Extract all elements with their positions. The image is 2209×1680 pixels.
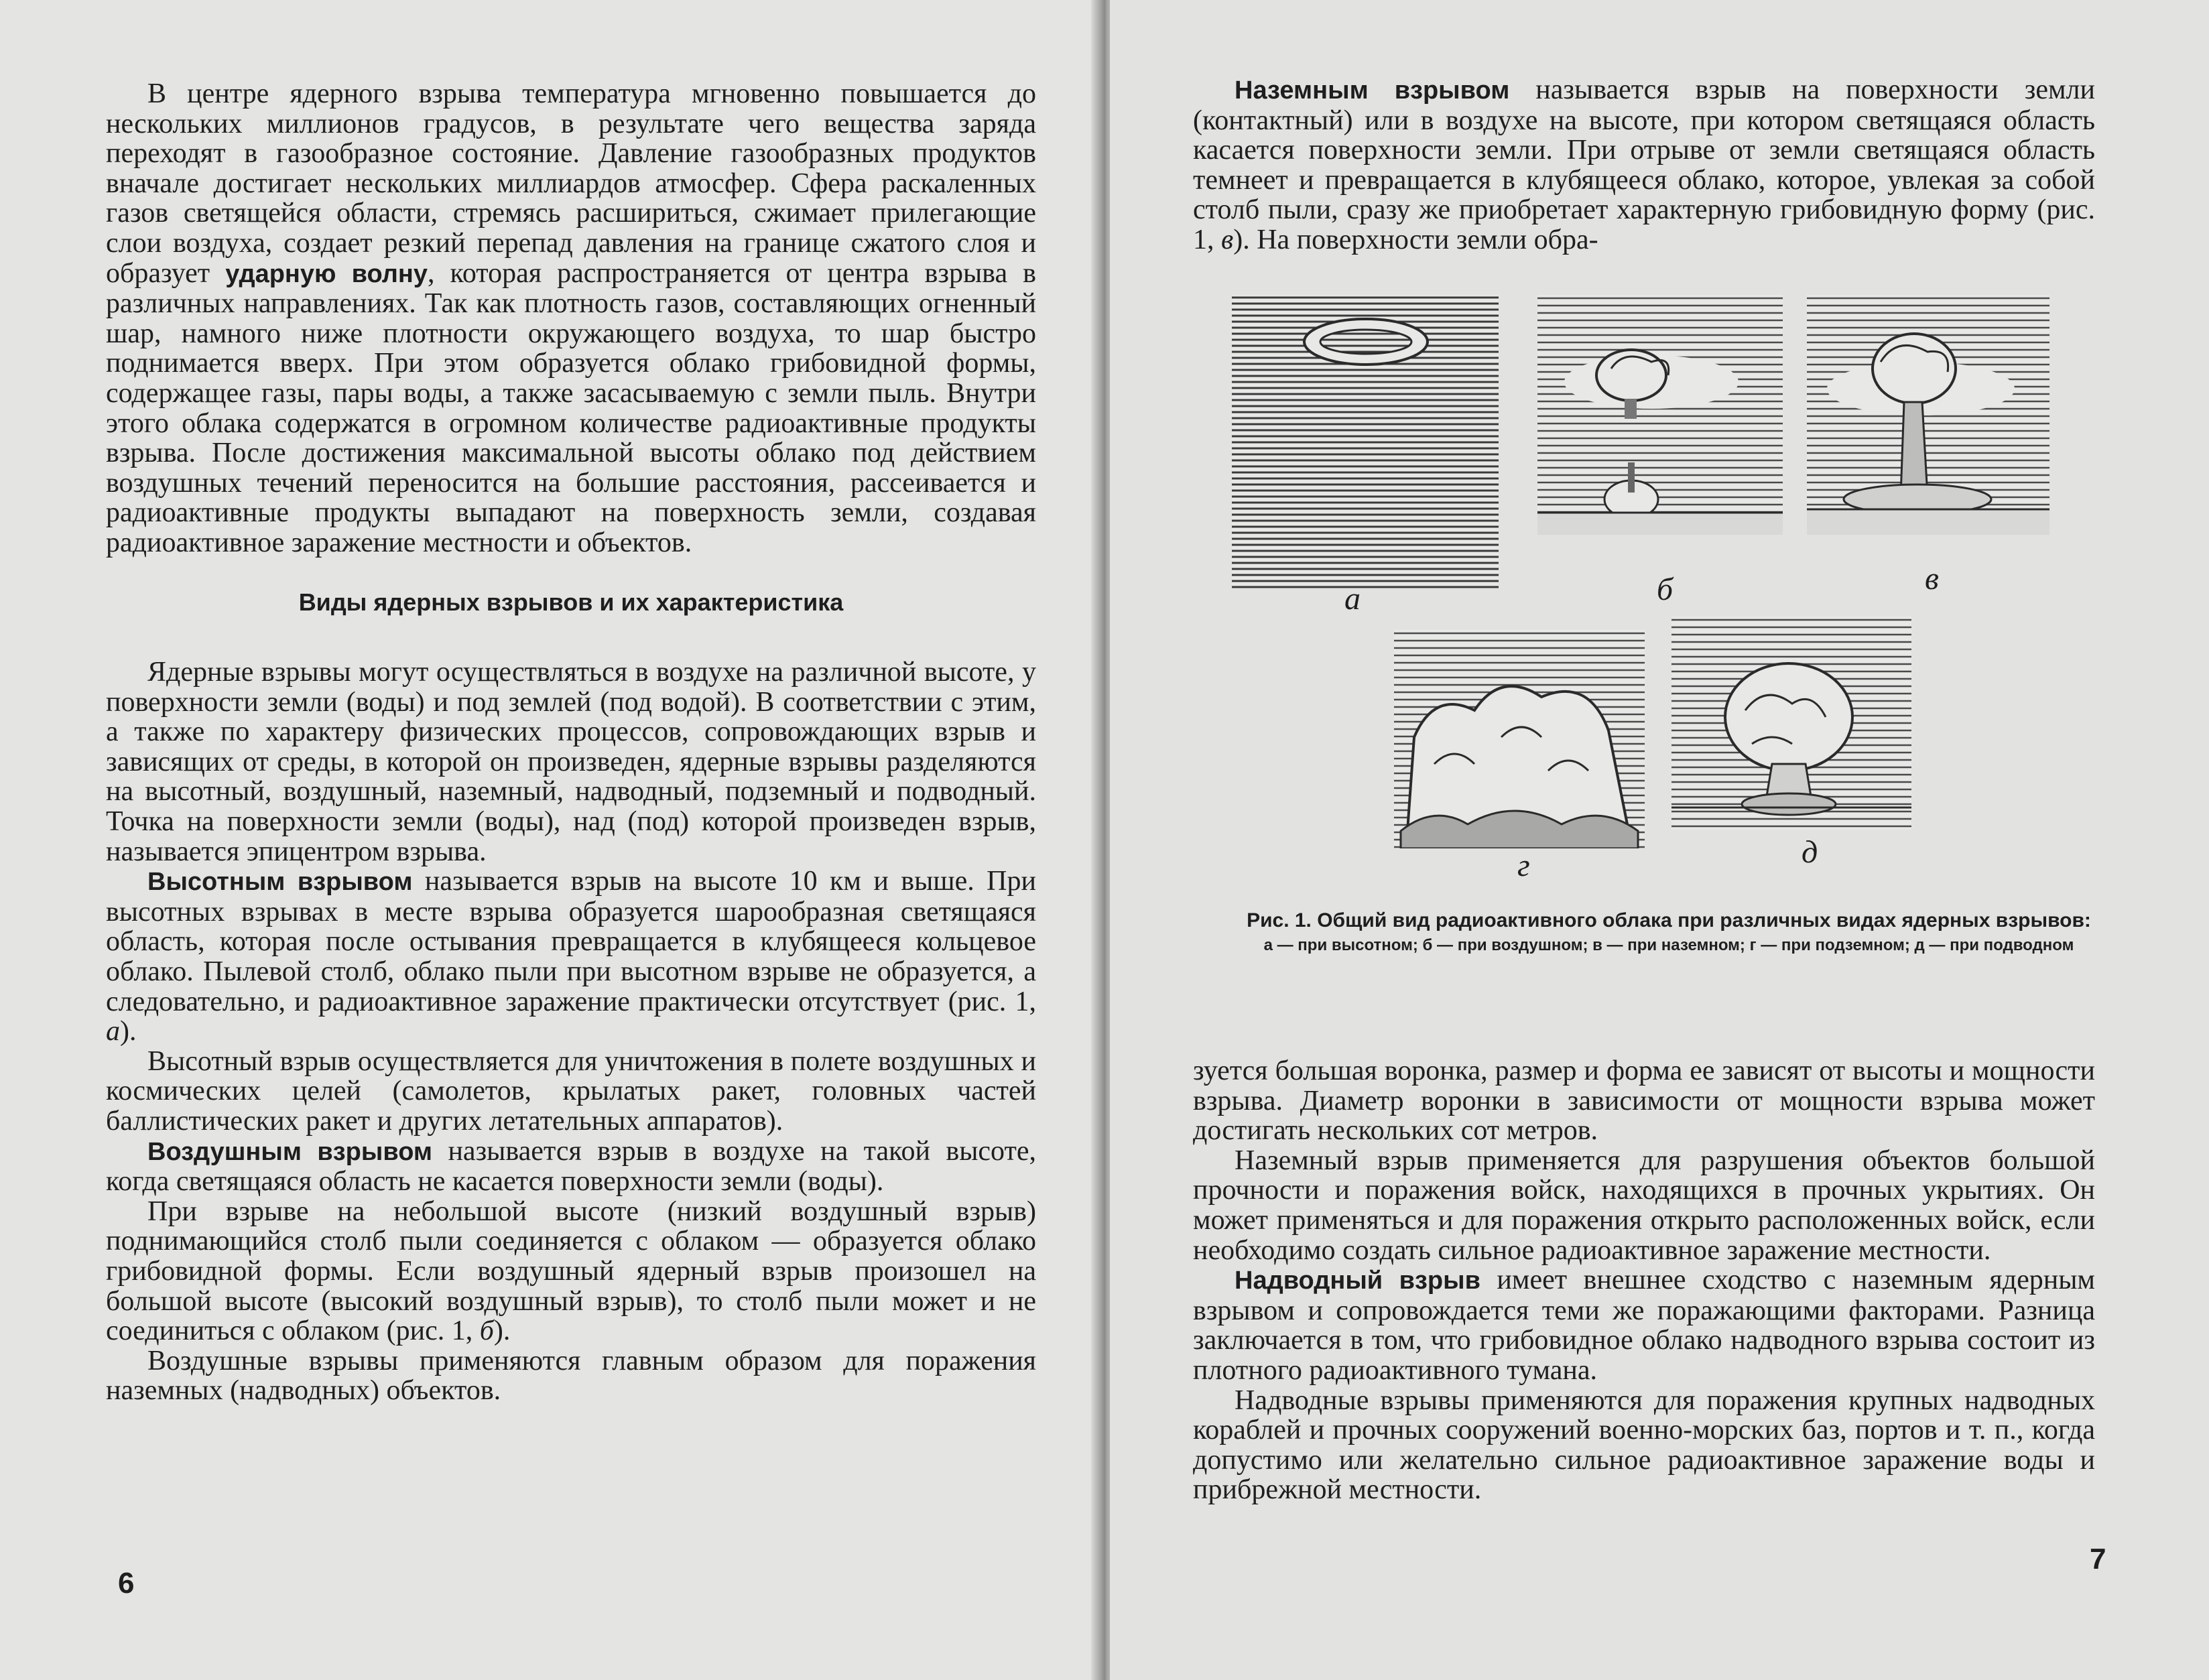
surface-water-burst-term: Надводный взрыв	[1235, 1267, 1480, 1295]
high-altitude-term: Высотным взрывом	[147, 868, 413, 897]
high-altitude-text: называется взрыв на высоте 10 км и выше. При высотных взрывах в месте взрыва образуется шарообразная светящаяся область, которая после остывания превращается в клубящееся кольцевое облако. Пылевой столб, облако пыли при высотном взрыве не образуется, а следовательно, и радиоактивное заражение практически отсутствует (рис. 1,	[106, 866, 1036, 1017]
figure-label-a: а	[1344, 581, 1361, 617]
figure-label-b: б	[1657, 572, 1674, 607]
right-page-top-text	[1193, 75, 2095, 255]
page-number-right: 7	[2090, 1543, 2106, 1575]
underwater-burst-illustration	[1671, 617, 1911, 830]
figure-ref-b: б	[479, 1315, 494, 1347]
figure-panel-d	[1671, 617, 1911, 830]
surface-water-burst-use-paragraph: Надводные взрывы применяются для поражения крупных надводных кораблей и прочных сооружений военно-морских баз, портов и т. п., когда допустимо или желательно сильное радиоактивное заражение воды и прибрежной местности.	[1193, 1384, 2095, 1506]
figure-label-d: д	[1802, 834, 1818, 870]
high-altitude-burst-illustration	[1232, 295, 1499, 588]
air-burst-illustration	[1537, 295, 1783, 535]
figure-panel-b	[1537, 295, 1783, 535]
ground-burst-text-end: ). На поверхности земли обра-	[1233, 224, 1598, 255]
figure-caption-legend: а — при высотном; б — при воздушном; в — при наземном; г — при подземном; д — при подводном	[1263, 936, 2074, 954]
right-page-bottom-text	[1193, 1056, 2095, 1505]
ground-burst-use-paragraph: Наземный взрыв применяется для разрушения объектов большой прочности и поражения войск, находящихся в прочных укрытиях. Он может применяться и для поражения открыто расположенных войск, если необходимо создать сильное радиоактивное заражение местности.	[1193, 1145, 2095, 1266]
figure-panel-v	[1807, 295, 2049, 535]
underground-burst-illustration	[1394, 630, 1645, 848]
figure-panel-a	[1232, 295, 1499, 588]
figure-ref-a: а	[106, 1016, 120, 1047]
ground-burst-illustration	[1807, 295, 2049, 535]
section-heading: Виды ядерных взрывов и их характеристика	[298, 588, 844, 616]
figure-caption	[1233, 909, 2104, 956]
intro-text-end: , которая распространяется от центра взрыва в различных направлениях. Так как плотность газов, составляющих огненный шар, намного ниже плотности окружающего воздуха, то шар быстро поднимается вверх. При этом образуется облако грибовидной формы, содержащее газы, пары воды, а также засасываемую с земли пыль. Внутри этого облака содержатся в огромном количестве радиоактивные продукты взрыва. После достижения максимальной высоты облако под действием воздушных течений переносится на большие расстояния, рассеивается и радиоактивные продукты выпадают на поверхность земли, создавая радиоактивное заражение местности и объектов.	[106, 257, 1037, 558]
high-altitude-text-end: ).	[120, 1016, 137, 1047]
figure-label-g: г	[1517, 848, 1530, 883]
page-number-left: 6	[118, 1567, 135, 1600]
air-burst-text: называется взрыв в воздухе на такой высоте, когда светящаяся область не касается поверхности земли (воды).	[106, 1135, 1036, 1198]
surface-water-burst-paragraph	[1193, 1265, 2095, 1385]
intro-text: В центре ядерного взрыва температура мгновенно повышается до нескольких миллионов градусов, в результате чего вещества заряда переходят в газообразное состояние. Давление газообразных продуктов вначале достигает нескольких миллиардов атмосфер. Сфера раскаленных газов светящейся области, стремясь расшириться, сжимает прилегающие слои воздуха, создает резкий перепад давления на границе сжатого слоя и образует	[106, 78, 1036, 289]
air-burst-use-paragraph: Воздушные взрывы применяются главным образом для поражения наземных (надводных) объектов.	[106, 1345, 1036, 1407]
figure-ref-v: в	[1221, 224, 1234, 255]
figure-caption-title: Рис. 1. Общий вид радиоактивного облака при различных видах ядерных взрывов:	[1247, 909, 2091, 931]
figure-label-v: в	[1925, 561, 1939, 596]
types-paragraph: Ядерные взрывы могут осуществляться в воздухе на различной высоте, у поверхности земли (воды) и под землей (под водой). В соответствии с этим, а также по характеру физических процессов, сопровождающих взрыв и зависящих от среды, в которой он произведен, ядерные взрывы разделяются на высотный, воздушный, наземный, надводный, подземный и подводный. Точка на поверхности земли (воды), над (под) которой произведен взрыв, называется эпицентром взрыва.	[106, 657, 1036, 867]
shock-wave-term: ударную волну	[225, 259, 428, 288]
ground-burst-term: Наземным взрывом	[1235, 76, 1510, 105]
low-air-burst-text: При взрыве на небольшой высоте (низкий воздушный взрыв) поднимающийся столб пыли соединяется с облаком — образуется облако грибовидной формы. Если воздушный ядерный взрыв произошел на большой высоте (высокий воздушный взрыв), то столб пыли может и не соединиться с облаком (рис. 1,	[106, 1196, 1036, 1347]
crater-paragraph: зуется большая воронка, размер и форма ее зависят от высоты и мощности взрыва. Диаметр воронки в зависимости от мощности взрыва может достигать нескольких сот метров.	[1193, 1055, 2095, 1147]
air-burst-term: Воздушным взрывом	[147, 1137, 433, 1166]
high-altitude-use-paragraph: Высотный взрыв осуществляется для уничтожения в полете воздушных и космических целей (самолетов, крылатых ракет, головных частей баллистических ракет и других летательных аппаратов).	[106, 1045, 1036, 1137]
figure-panel-g	[1394, 630, 1645, 848]
ground-burst-text: называется взрыв на поверхности земли (контактный) или в воздухе на высоте, при котором светящаяся область касается поверхности земли. При отрыве от земли светящаяся область темнеет и превращается в клубящееся облако, которое, увлекая за собой столб пыли, сразу же приобретает характерную грибовидную форму (рис. 1,	[1193, 74, 2095, 255]
surface-water-burst-text: имеет внешнее сходство с наземным ядерным взрывом и сопровождается теми же поражающими факторами. Разница заключается в том, что грибовидное облако надводного взрыва состоит из плотного радиоактивного тумана.	[1193, 1265, 2095, 1386]
low-air-burst-text-end: ).	[493, 1315, 511, 1347]
ground-burst-paragraph	[1193, 75, 2095, 255]
